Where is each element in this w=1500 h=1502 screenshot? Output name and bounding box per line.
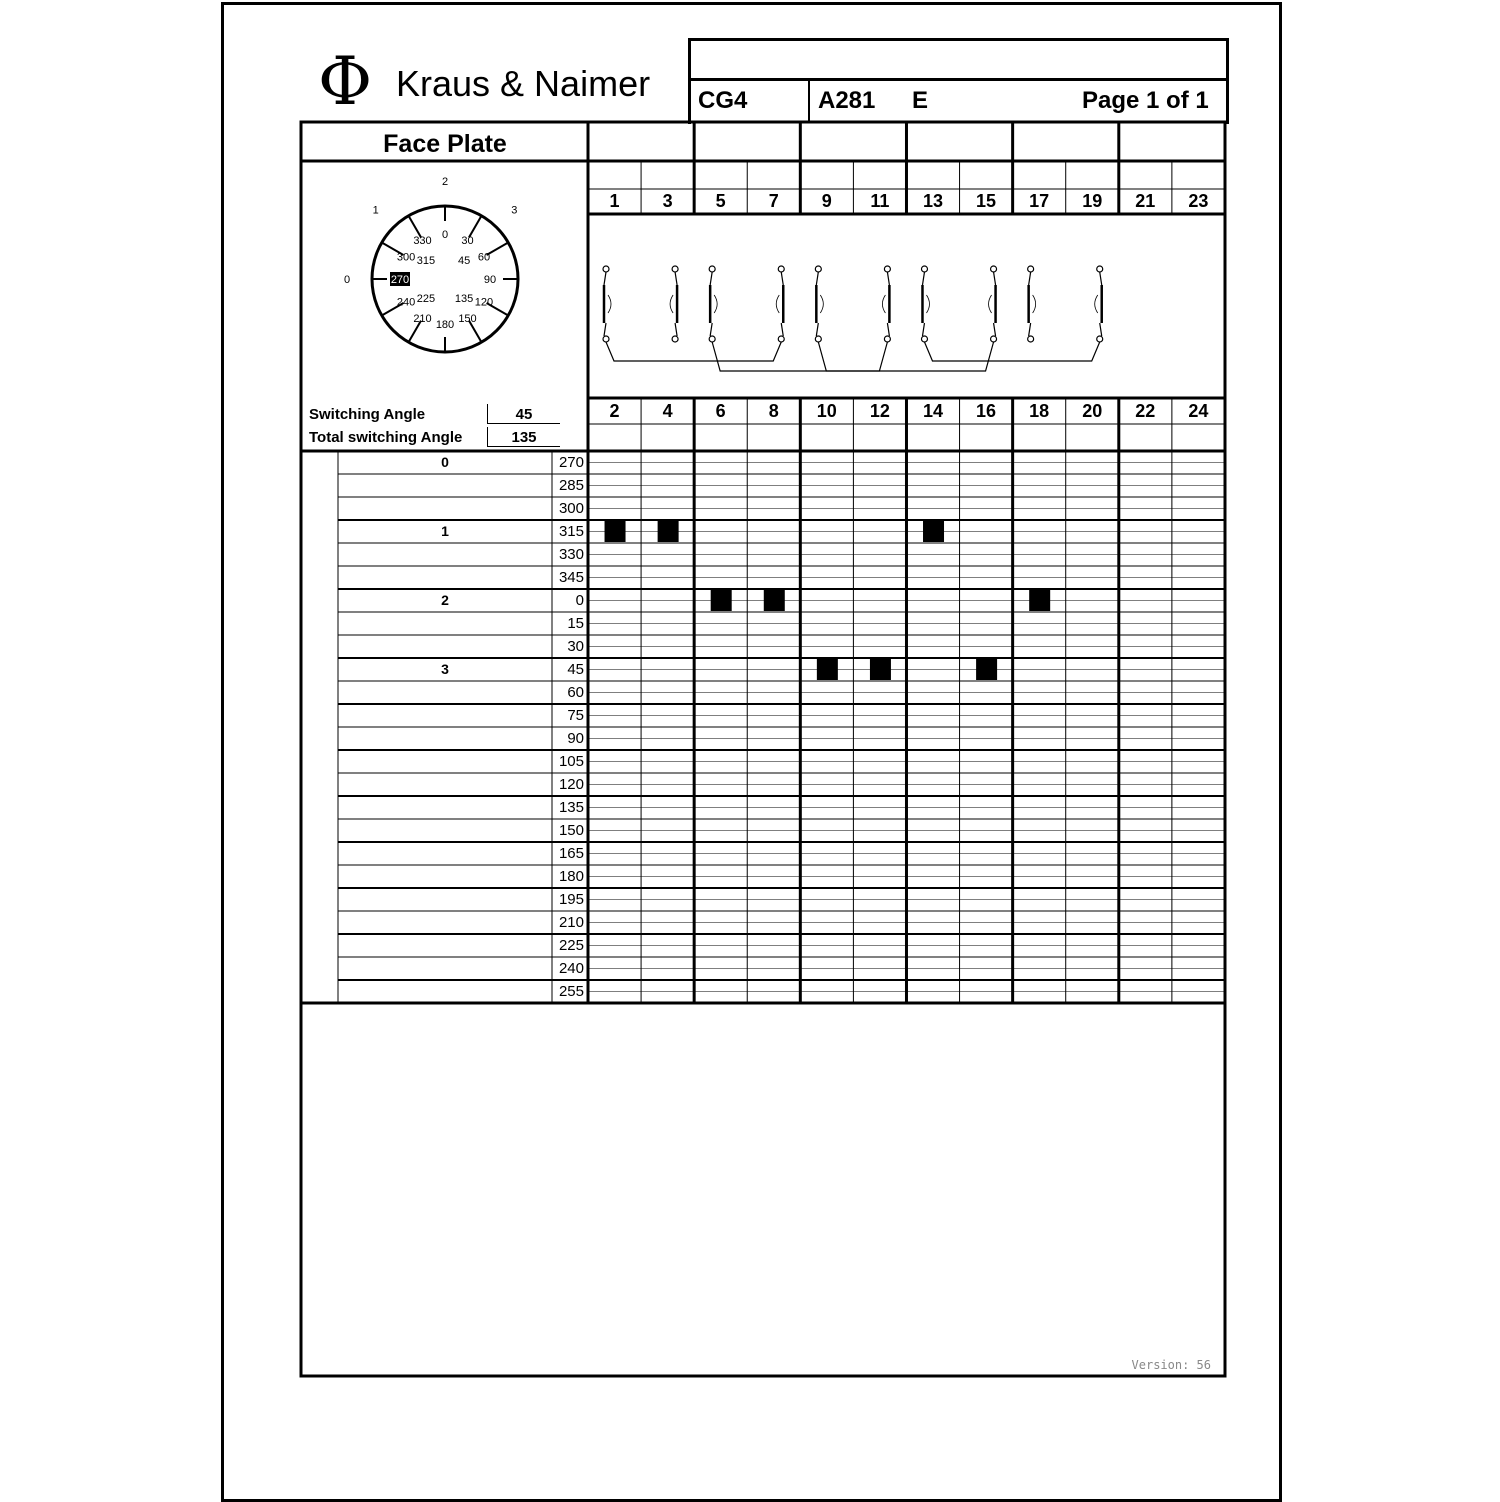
- contact-lead: [994, 272, 996, 285]
- dial-angle-label: 60: [477, 251, 491, 264]
- terminal: [778, 266, 784, 272]
- angle-label: 105: [558, 753, 584, 770]
- contact-cam: [1033, 295, 1036, 313]
- angle-label: 165: [558, 845, 584, 862]
- contact-lead: [922, 323, 924, 336]
- contact-cam: [989, 295, 992, 313]
- contact-cam: [776, 295, 779, 313]
- brand-logo-icon: Φ: [318, 43, 373, 120]
- angle-label: 0: [575, 592, 584, 609]
- contact-number-bottom: 22: [1135, 401, 1156, 421]
- switching-angle-value: 45: [487, 404, 560, 424]
- angle-label: 210: [558, 914, 584, 931]
- contact-lead: [1100, 323, 1102, 336]
- series-code: CG4: [698, 87, 748, 114]
- angle-label: 90: [567, 730, 584, 747]
- program-code: A281: [818, 87, 876, 114]
- contact-lead: [675, 323, 677, 336]
- contact-number-top: 3: [662, 191, 673, 211]
- angle-label: 285: [558, 477, 584, 494]
- faceplate-title: Face Plate: [383, 130, 507, 158]
- variant-code: E: [912, 87, 929, 114]
- position-label: 0: [441, 454, 449, 470]
- angle-label: 30: [567, 638, 584, 655]
- bridge-wire: [818, 342, 993, 371]
- contact-cam: [714, 295, 717, 313]
- contact-lead: [887, 272, 889, 285]
- contact-lead: [604, 272, 606, 285]
- contact-closed-marker: [605, 521, 626, 542]
- contact-cam: [1095, 295, 1098, 313]
- position-label: 3: [441, 661, 449, 677]
- dial-angle-label: 225: [416, 293, 436, 306]
- page-indicator: Page 1 of 1: [1082, 87, 1209, 114]
- contact-lead: [922, 272, 924, 285]
- terminal: [884, 266, 890, 272]
- contact-lead: [604, 323, 606, 336]
- angle-label: 150: [558, 822, 584, 839]
- contact-number-bottom: 14: [922, 401, 943, 421]
- dial-angle-label: 315: [416, 254, 436, 267]
- angle-label: 120: [558, 776, 584, 793]
- contact-number-top: 19: [1082, 191, 1103, 211]
- bridge-wire: [606, 342, 781, 361]
- contact-cam: [820, 295, 823, 313]
- contact-lead: [710, 323, 712, 336]
- terminal: [672, 266, 678, 272]
- contact-closed-marker: [976, 659, 997, 680]
- terminal: [991, 266, 997, 272]
- angle-label: 300: [558, 500, 584, 517]
- contact-number-top: 7: [768, 191, 779, 211]
- terminal: [778, 336, 784, 342]
- bridge-wire: [924, 342, 1099, 361]
- contact-lead: [887, 323, 889, 336]
- contact-number-bottom: 8: [768, 401, 779, 421]
- bridge-wire: [712, 342, 887, 371]
- dial-angle-label: 240: [396, 296, 416, 309]
- contact-closed-marker: [658, 521, 679, 542]
- dial-angle-label: 210: [413, 312, 432, 325]
- contact-number-top: 5: [715, 191, 726, 211]
- dial-position-label: 2: [441, 176, 449, 188]
- contact-closed-marker: [764, 590, 785, 611]
- contact-number-top: 1: [609, 191, 620, 211]
- switching-angle-label: Switching Angle: [309, 406, 426, 423]
- contact-number-top: 17: [1029, 191, 1050, 211]
- contact-lead: [675, 272, 677, 285]
- contact-number-top: 11: [870, 191, 890, 211]
- angle-label: 330: [558, 546, 584, 563]
- contact-number-bottom: 4: [662, 401, 673, 421]
- terminal: [884, 336, 890, 342]
- terminal: [672, 336, 678, 342]
- angle-label: 180: [558, 868, 584, 885]
- angle-label: 225: [558, 937, 584, 954]
- contact-number-bottom: 24: [1188, 401, 1209, 421]
- angle-label: 60: [567, 684, 584, 701]
- contact-number-top: 21: [1135, 191, 1156, 211]
- angle-label: 15: [567, 615, 584, 632]
- terminal: [921, 336, 927, 342]
- angle-label: 240: [558, 960, 584, 977]
- angle-label: 255: [558, 983, 584, 1000]
- dial-angle-label: 180: [435, 319, 455, 331]
- contact-number-bottom: 16: [976, 401, 997, 421]
- contact-closed-marker: [870, 659, 891, 680]
- angle-label: 75: [567, 707, 584, 724]
- contact-number-bottom: 12: [869, 401, 890, 421]
- terminal: [815, 336, 821, 342]
- dial-angle-label: 330: [413, 235, 432, 248]
- contact-number-top: 13: [922, 191, 943, 211]
- angle-label: 45: [567, 661, 584, 678]
- contact-wiring-diagram: [588, 215, 1225, 398]
- contact-number-bottom: 10: [816, 401, 837, 421]
- position-label: 2: [441, 592, 449, 608]
- dial-angle-label: 135: [454, 293, 474, 306]
- contact-closed-marker: [711, 590, 732, 611]
- total-switching-angle-value: 135: [487, 427, 560, 447]
- contact-cam: [670, 295, 673, 313]
- dial-angle-label: 270: [390, 274, 410, 286]
- terminal: [921, 266, 927, 272]
- dial-position-label: 3: [511, 204, 518, 217]
- contact-cam: [882, 295, 885, 313]
- angle-label: 270: [558, 454, 584, 471]
- contact-number-top: 15: [976, 191, 997, 211]
- terminal: [709, 266, 715, 272]
- dial-angle-label: 0: [441, 229, 449, 241]
- dial-position-label: 0: [343, 274, 351, 286]
- contact-closed-marker: [817, 659, 838, 680]
- dial-angle-label: 150: [458, 312, 477, 325]
- dial-angle-label: 90: [483, 274, 497, 286]
- terminal: [1028, 266, 1034, 272]
- angle-label: 195: [558, 891, 584, 908]
- contact-cam: [608, 295, 611, 313]
- contact-number-bottom: 2: [609, 401, 620, 421]
- version-label: Version: 56: [1131, 1358, 1211, 1372]
- terminal: [709, 336, 715, 342]
- terminal: [1028, 336, 1034, 342]
- terminal: [815, 266, 821, 272]
- total-switching-angle-label: Total switching Angle: [309, 429, 463, 446]
- dial-angle-label: 120: [474, 296, 494, 309]
- brand-name: Kraus & Naimer: [396, 63, 651, 104]
- contact-lead: [1029, 272, 1031, 285]
- dial-angle-label: 45: [457, 254, 471, 267]
- dial-angle-label: 30: [461, 235, 474, 248]
- contact-lead: [710, 272, 712, 285]
- terminal: [991, 336, 997, 342]
- contact-lead: [816, 272, 818, 285]
- terminal: [1097, 336, 1103, 342]
- contact-lead: [781, 272, 783, 285]
- faceplate-dial: [302, 163, 588, 397]
- contact-lead: [1029, 323, 1031, 336]
- contact-number-bottom: 18: [1029, 401, 1050, 421]
- contact-cam: [926, 295, 929, 313]
- position-label: 1: [441, 523, 449, 539]
- terminal: [603, 266, 609, 272]
- angle-label: 315: [558, 523, 584, 540]
- contact-closed-marker: [1029, 590, 1050, 611]
- contact-number-top: 23: [1188, 191, 1209, 211]
- contact-number-bottom: 20: [1082, 401, 1103, 421]
- dial-position-label: 1: [372, 204, 379, 217]
- angle-label: 135: [558, 799, 584, 816]
- contact-lead: [816, 323, 818, 336]
- contact-number-top: 9: [821, 191, 832, 211]
- dial-angle-label: 300: [396, 251, 416, 264]
- contact-lead: [994, 323, 996, 336]
- terminal: [603, 336, 609, 342]
- contact-lead: [1100, 272, 1102, 285]
- angle-label: 345: [558, 569, 584, 586]
- contact-lead: [781, 323, 783, 336]
- terminal: [1097, 266, 1103, 272]
- contact-number-bottom: 6: [715, 401, 726, 421]
- contact-closed-marker: [923, 521, 944, 542]
